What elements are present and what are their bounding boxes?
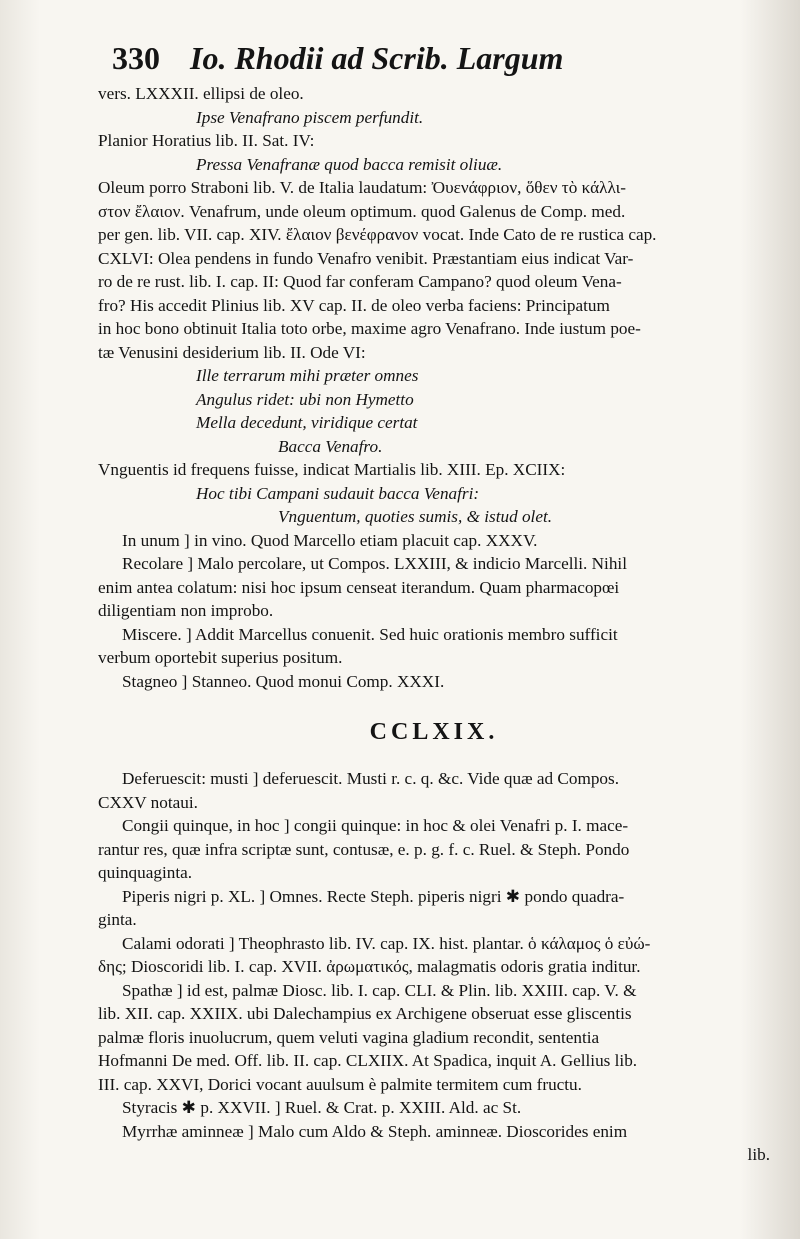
text-line: δης; Dioscoridi lib. I. cap. XVII. ἀρωματικός, malagmatis odoris gratia inditur.	[98, 957, 641, 976]
text-line: enim antea colatum: nisi hoc ipsum censeat iterandum. Quam pharmacopœi	[98, 577, 620, 597]
text-line: Recolare ] Malo percolare, ut Compos. LXXIII, & indicio Marcelli. Nihil	[122, 554, 627, 573]
text-line: palmæ floris inuolucrum, quem veluti vagina gladium recondit, sententia	[98, 1027, 600, 1047]
text-line: Ille terrarum mihi præter omnes	[196, 366, 419, 385]
text-line: Deferuescit: musti ] deferuescit. Musti r. c. q. &c. Vide quæ ad Compos.	[122, 769, 619, 788]
body-text	[98, 82, 770, 1167]
text-line: Pressa Venafranæ quod bacca remisit oliuæ.	[196, 154, 503, 174]
text-line: Angulus ridet: ubi non Hymetto	[196, 389, 414, 409]
text-line: Stagneo ] Stanneo. Quod monui Comp. XXXI.	[122, 671, 445, 691]
text-line: Ipse Venafrano piscem perfundit.	[196, 107, 424, 127]
text-block-after-heading	[98, 767, 770, 1143]
text-line: rantur res, quæ infra scriptæ sunt, contusæ, e. p. g. f. c. Ruel. & Steph. Pondo	[98, 839, 630, 859]
text-line: verbum oportebit superius positum.	[98, 648, 343, 667]
text-line: Planior Horatius lib. II. Sat. IV:	[98, 131, 315, 150]
text-line: lib. XII. cap. XXIIX. ubi Dalechampius ex Archigene obseruat esse gliscentis	[98, 1004, 632, 1023]
running-header	[112, 40, 632, 84]
text-block-before-heading	[98, 82, 770, 693]
text-line: Bacca Venafro.	[278, 436, 383, 456]
catchword: lib.	[747, 1145, 770, 1164]
text-line: Hofmanni De med. Off. lib. II. cap. CLXIIX. At Spadica, inquit A. Gellius lib.	[98, 1051, 638, 1070]
text-line: ginta.	[98, 910, 137, 929]
text-line: Mella decedunt, viridique certat	[196, 413, 418, 432]
text-line: Calami odorati ] Theophrasto lib. IV. cap. IX. hist. plantar. ὁ κάλαμος ὁ εὐώ-	[122, 933, 651, 953]
text-line: fro? His accedit Plinius lib. XV cap. II. de oleo verba faciens: Principatum	[98, 295, 610, 315]
text-line: In unum ] in vino. Quod Marcello etiam placuit cap. XXXV.	[122, 530, 538, 550]
text-line: diligentiam non improbo.	[98, 601, 274, 620]
text-line: per gen. lib. VII. cap. XIV. ἔλαιον βενέφρανον vocat. Inde Cato de re rustica cap.	[98, 225, 657, 244]
text-line: Congii quinque, in hoc ] congii quinque: in hoc & olei Venafri p. I. mace-	[122, 816, 629, 835]
text-line: Vnguentis id frequens fuisse, indicat Martialis lib. XIII. Ep. XCIIX:	[98, 460, 566, 479]
text-line: στον ἔλαιον. Venafrum, unde oleum optimum. quod Galenus de Comp. med.	[98, 201, 626, 221]
text-line: CXLVI: Olea pendens in fundo Venafro venibit. Præstantiam eius indicat Var-	[98, 248, 634, 268]
text-line: Oleum porro Straboni lib. V. de Italia laudatum: Ὀυενάφριον, ὅθεν τὸ κάλλι-	[98, 178, 626, 197]
text-line: Miscere. ] Addit Marcellus conuenit. Sed huic orationis membro sufficit	[122, 624, 618, 644]
text-line: Vnguentum, quoties sumis, & istud olet.	[278, 507, 553, 526]
text-line: tæ Venusini desiderium lib. II. Ode VI:	[98, 342, 366, 362]
page-number: 330	[112, 40, 160, 76]
section-heading: CCLXIX.	[369, 719, 499, 745]
running-title: Io. Rhodii ad Scrib. Largum	[190, 40, 564, 76]
text-line: Piperis nigri p. XL. ] Omnes. Recte Steph. piperis nigri ✱ pondo quadra-	[122, 886, 625, 906]
text-line: vers. LXXXII. ellipsi de oleo.	[98, 84, 304, 103]
text-line: III. cap. XXVI, Dorici vocant auulsum è palmite termitem cum fructu.	[98, 1074, 582, 1094]
text-line: CXXV notaui.	[98, 792, 198, 812]
text-line: in hoc bono obtinuit Italia toto orbe, maxime agro Venafrano. Inde iustum poe-	[98, 319, 641, 338]
text-line: Spathæ ] id est, palmæ Diosc. lib. I. cap. CLI. & Plin. lib. XXIII. cap. V. &	[122, 980, 637, 1000]
text-line: Myrrhæ aminneæ ] Malo cum Aldo & Steph. aminneæ. Dioscorides enim	[122, 1121, 628, 1141]
text-line: Styracis ✱ p. XXVII. ] Ruel. & Crat. p. XXIII. Ald. ac St.	[122, 1098, 522, 1117]
text-line: Hoc tibi Campani sudauit bacca Venafri:	[196, 483, 480, 503]
text-line: quinquaginta.	[98, 863, 193, 882]
text-line: ro de re rust. lib. I. cap. II: Quod far conferam Campano? quod oleum Vena-	[98, 272, 622, 291]
